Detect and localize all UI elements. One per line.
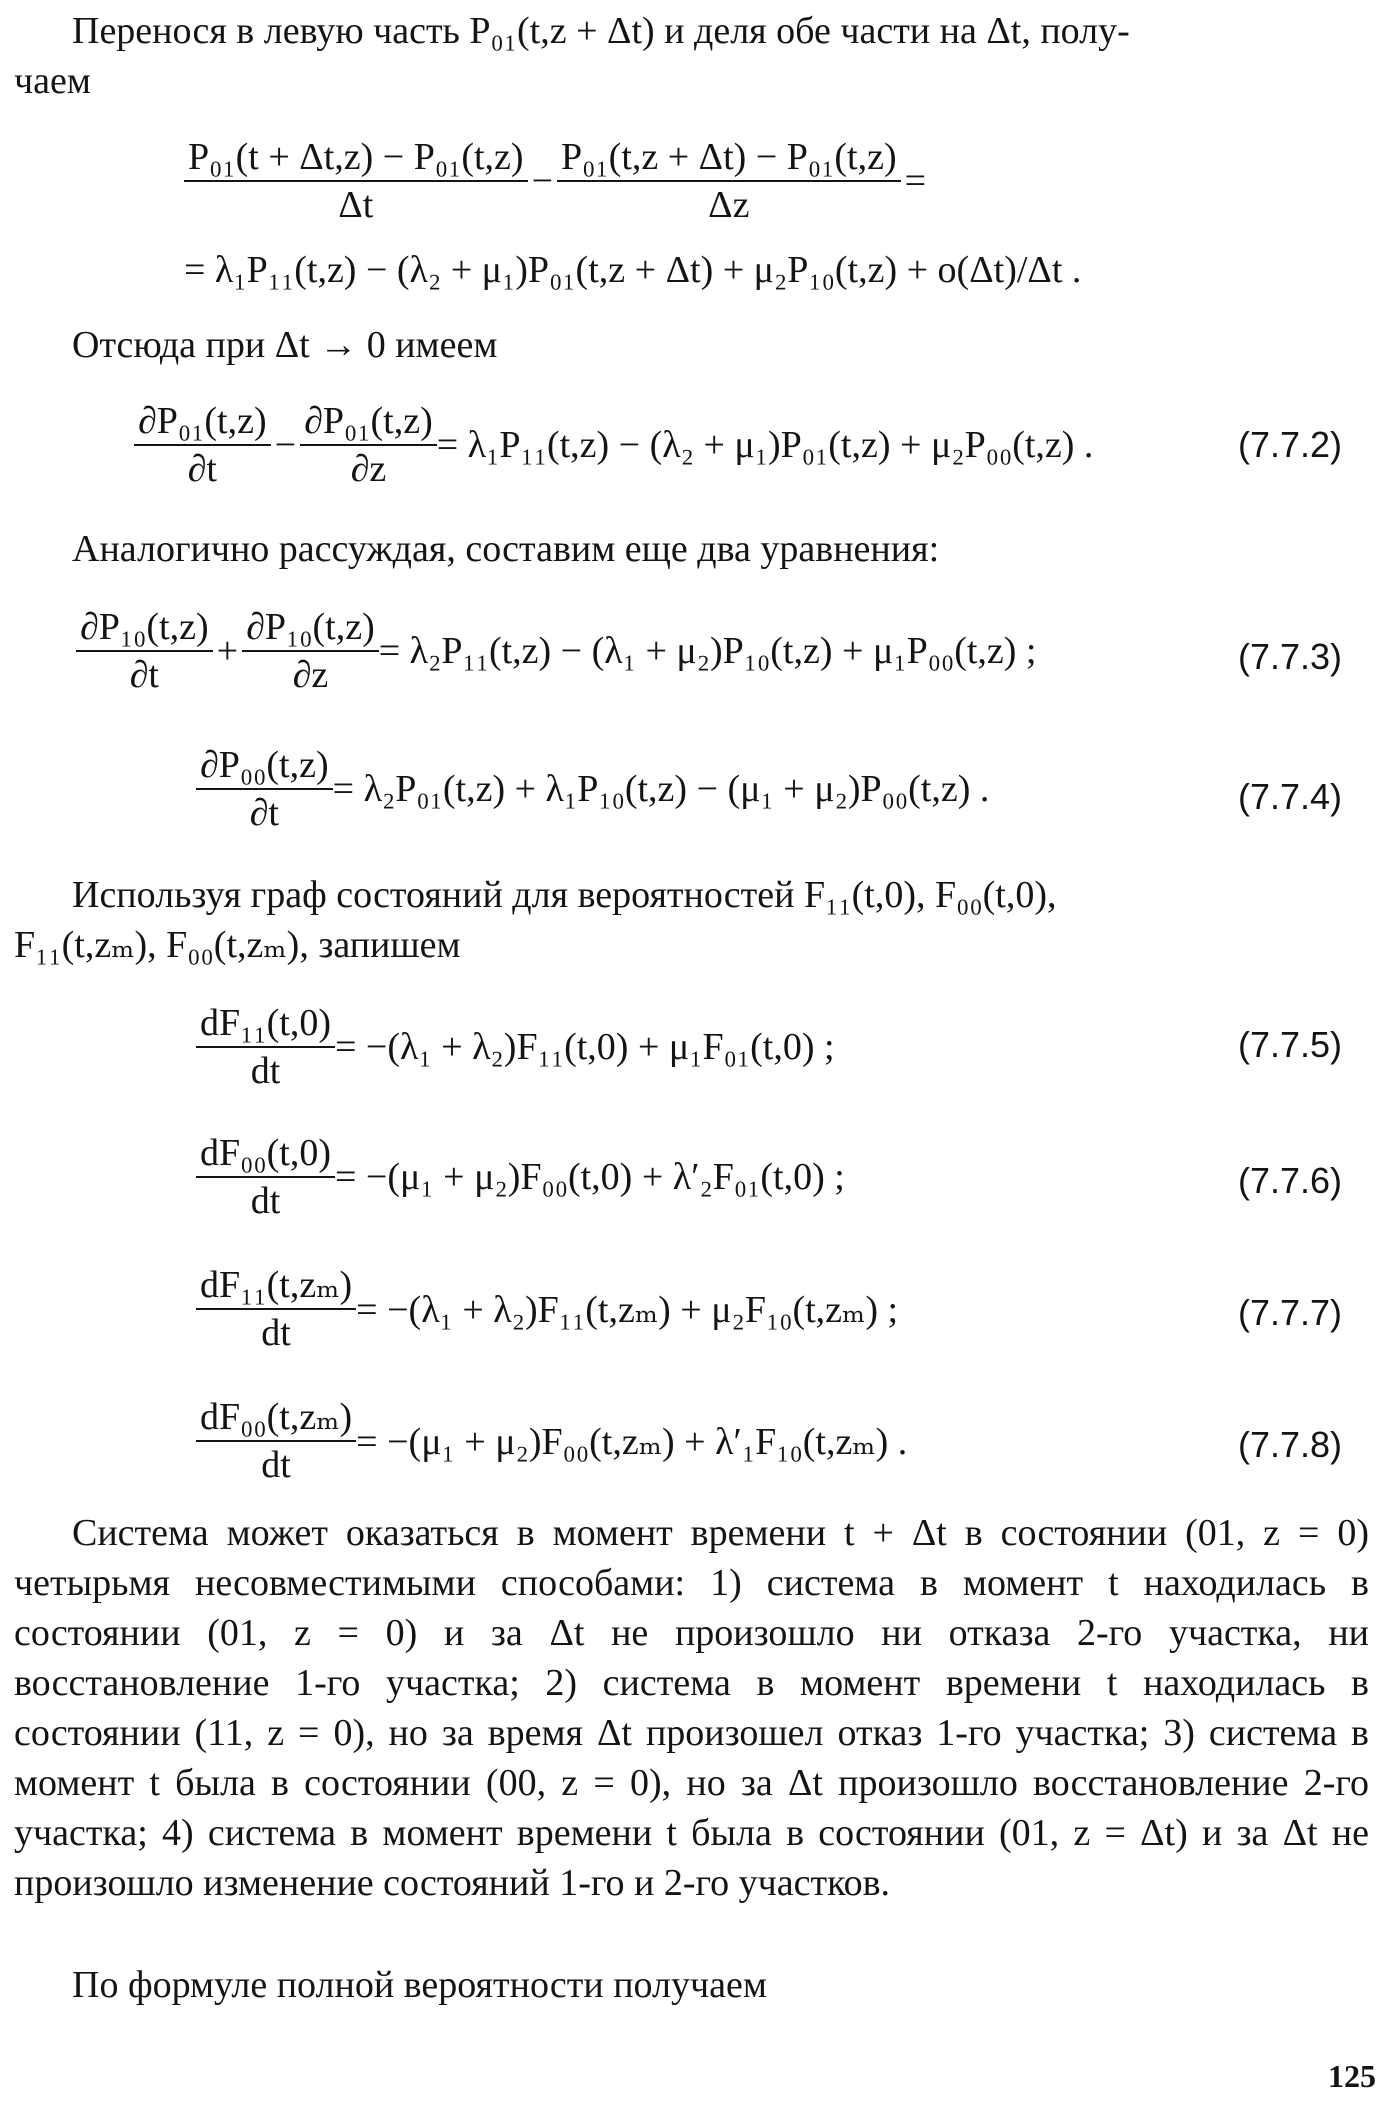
fraction-denominator: ∂t xyxy=(134,444,271,492)
equals-sign: = xyxy=(904,160,927,202)
graph-text-line-1: Используя граф состояний для вероятностей F₁₁(t,0), F₀₀(t,0), xyxy=(72,874,1057,916)
derivative-fraction xyxy=(196,1000,335,1094)
fraction-numerator: P₀₁(t + Δt,z) − P₀₁(t,z) xyxy=(188,136,524,178)
equation-number-7-7-6: (7.7.6) xyxy=(1238,1160,1343,1201)
fraction-numerator: ∂P₁₀(t,z) xyxy=(80,606,209,648)
equation-rhs: = −(μ₁ + μ₂)F₀₀(t,0) + λ′₂F₀₁(t,0) ; xyxy=(335,1156,845,1198)
derivative-fraction xyxy=(196,1394,356,1488)
fraction-denominator: Δt xyxy=(184,180,528,228)
equation-number-7-7-2: (7.7.2) xyxy=(1238,424,1343,465)
derivative-fraction xyxy=(196,1130,335,1224)
intro-line-1: Перенося в левую часть P₀₁(t,z + Δt) и деля обе части на Δt, полу- xyxy=(72,10,1130,52)
equation-1-fraction-2 xyxy=(557,134,901,228)
fraction-denominator: dt xyxy=(196,1176,335,1224)
equation-1-fraction-1 xyxy=(184,134,528,228)
equation-7-7-3 xyxy=(76,604,1036,698)
equation-number-7-7-7: (7.7.7) xyxy=(1238,1292,1343,1333)
equation-rhs: = −(λ₁ + λ₂)F₁₁(t,0) + μ₁F₀₁(t,0) ; xyxy=(335,1026,835,1068)
equation-number-7-7-5: (7.7.5) xyxy=(1238,1024,1343,1065)
equation-7-7-2 xyxy=(134,398,1093,492)
fraction-numerator: P₀₁(t,z + Δt) − P₀₁(t,z) xyxy=(561,136,897,178)
fraction-denominator: dt xyxy=(196,1308,356,1356)
equation-rhs: = −(λ₁ + λ₂)F₁₁(t,zₘ) + μ₂F₁₀(t,zₘ) ; xyxy=(356,1288,899,1331)
partial-fraction-z xyxy=(242,604,379,698)
fraction-denominator: ∂z xyxy=(300,444,437,492)
equation-7-7-5 xyxy=(196,1000,835,1094)
partial-fraction-t xyxy=(76,604,213,698)
fraction-numerator: ∂P₀₁(t,z) xyxy=(304,400,433,442)
fraction-numerator: ∂P₀₀(t,z) xyxy=(200,744,329,786)
fraction-denominator: ∂t xyxy=(196,788,333,836)
equation-rhs: = λ₂P₁₁(t,z) − (λ₁ + μ₂)P₁₀(t,z) + μ₁P₀₀(t,z) ; xyxy=(378,630,1037,672)
fraction-denominator: Δz xyxy=(557,180,901,228)
minus-sign: − xyxy=(531,160,554,202)
partial-fraction-t xyxy=(134,398,271,492)
operator: − xyxy=(274,424,297,466)
equation-7-7-6 xyxy=(196,1130,845,1224)
operator: + xyxy=(216,630,239,672)
fraction-denominator: dt xyxy=(196,1440,356,1488)
analog-text: Аналогично рассуждая, составим еще два уравнения: xyxy=(72,528,940,570)
fraction-numerator: dF₁₁(t,zₘ) xyxy=(200,1264,353,1306)
system-paragraph: Система может оказаться в момент времени t + Δt в состоянии (01, z = 0) четырьмя несовместимыми способами: 1) система в момент t находилась в состоянии (01, z = 0) и за Δt не произошло ни отказа 2-го участка, ни восстановление 1-го участка; 2) система в момент времени t находилась в состоянии (11, z = 0), но за время Δt произошел отказ 1-го участка; 3) система в момент t была в состоянии (00, z = 0), но за Δt произошло восстановление 2-го участка; 4) система в момент времени t была в состоянии (01, z = Δt) и за Δt не произошло изменение состояний 1-го и 2-го участков. xyxy=(14,1512,1369,1904)
equation-1-rhs: = λ₁P₁₁(t,z) − (λ₂ + μ₁)P₀₁(t,z + Δt) + μ₂P₁₀(t,z) + o(Δt)/Δt . xyxy=(184,249,1082,291)
limit-text: Отсюда при Δt → 0 имеем xyxy=(72,324,498,366)
equation-1-lhs xyxy=(184,134,930,228)
fraction-denominator: ∂t xyxy=(76,650,213,698)
equation-7-7-4 xyxy=(196,742,989,836)
equation-rhs: = λ₁P₁₁(t,z) − (λ₂ + μ₁)P₀₁(t,z) + μ₂P₀₀(t,z) . xyxy=(436,424,1094,466)
derivative-fraction xyxy=(196,1262,356,1356)
equation-7-7-7 xyxy=(196,1262,898,1356)
fraction-numerator: dF₁₁(t,0) xyxy=(200,1002,331,1044)
equation-rhs: = −(μ₁ + μ₂)F₀₀(t,zₘ) + λ′₁F₁₀(t,zₘ) . xyxy=(356,1420,908,1463)
partial-fraction-z xyxy=(300,398,437,492)
total-probability-text: По формуле полной вероятности получаем xyxy=(72,1964,767,2006)
fraction-denominator: dt xyxy=(196,1046,335,1094)
page-number: 125 xyxy=(1328,2058,1376,2094)
partial-fraction-t xyxy=(196,742,333,836)
equation-number-7-7-3: (7.7.3) xyxy=(1238,636,1343,677)
fraction-numerator: dF₀₀(t,zₘ) xyxy=(200,1396,353,1438)
equation-number-7-7-8: (7.7.8) xyxy=(1238,1424,1343,1465)
equation-rhs: = λ₂P₀₁(t,z) + λ₁P₁₀(t,z) − (μ₁ + μ₂)P₀₀(t,z) . xyxy=(332,768,990,810)
graph-text-line-2: F₁₁(t,zₘ), F₀₀(t,zₘ), запишем xyxy=(14,924,461,966)
fraction-numerator: ∂P₁₀(t,z) xyxy=(246,606,375,648)
equation-7-7-8 xyxy=(196,1394,907,1488)
intro-line-2: чаем xyxy=(14,60,91,102)
equation-number-7-7-4: (7.7.4) xyxy=(1238,776,1343,817)
fraction-numerator: ∂P₀₁(t,z) xyxy=(138,400,267,442)
fraction-denominator: ∂z xyxy=(242,650,379,698)
fraction-numerator: dF₀₀(t,0) xyxy=(200,1132,331,1174)
